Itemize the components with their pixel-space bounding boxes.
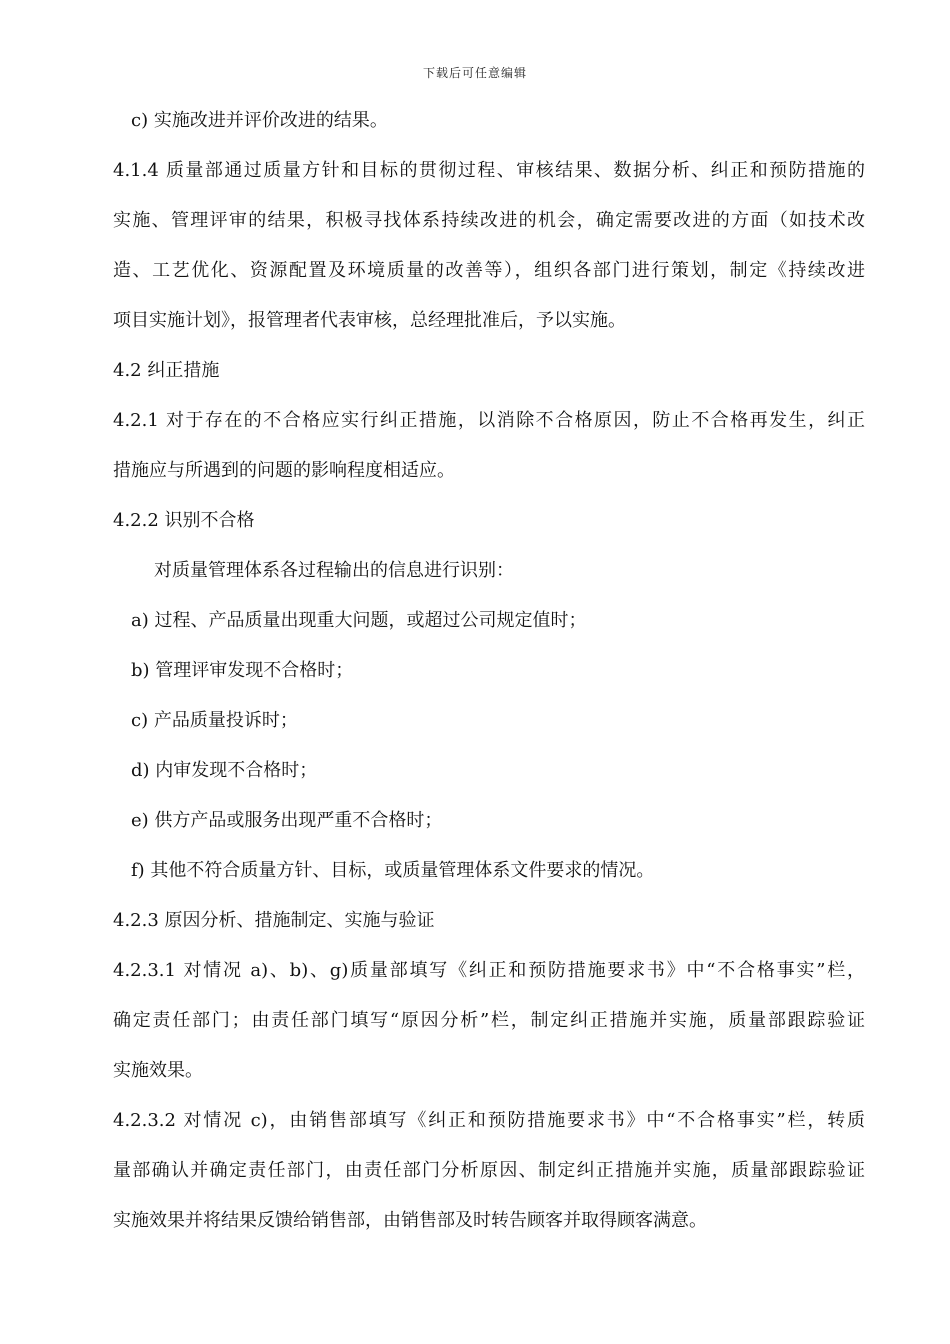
paragraph-4-2-3-1-line1: 4.2.3.1 对情况 a)、b)、g)质量部填写《纠正和预防措施要求书》中“不合格事实”栏， <box>113 960 865 981</box>
section-heading-4-2: 4.2 纠正措施 <box>113 360 220 381</box>
section-heading-4-2-2: 4.2.2 识别不合格 <box>113 510 255 531</box>
paragraph-4-2-3-2-line1: 4.2.3.2 对情况 c)，由销售部填写《纠正和预防措施要求书》中“不合格事实”栏，转质 <box>113 1110 865 1131</box>
paragraph-4-1-4-line3: 造、工艺优化、资源配置及环境质量的改善等），组织各部门进行策划，制定《持续改进 <box>113 260 865 281</box>
paragraph-4-1-4-line2: 实施、管理评审的结果，积极寻找体系持续改进的机会，确定需要改进的方面（如技术改 <box>113 210 865 231</box>
paragraph-4-2-3-1-line3: 实施效果。 <box>113 1060 203 1081</box>
paragraph-4-1-4-line1: 4.1.4 质量部通过质量方针和目标的贯彻过程、审核结果、数据分析、纠正和预防措施的 <box>113 160 865 181</box>
identification-intro: 对质量管理体系各过程输出的信息进行识别： <box>154 560 514 581</box>
list-item-a: a) 过程、产品质量出现重大问题，或超过公司规定值时； <box>131 610 587 631</box>
paragraph-4-2-3-1-line2: 确定责任部门；由责任部门填写“原因分析”栏，制定纠正措施并实施，质量部跟踪验证 <box>113 1010 865 1031</box>
list-item-b: b) 管理评审发现不合格时； <box>131 660 354 681</box>
page-header: 下载后可任意编辑 <box>422 66 527 80</box>
paragraph-4-1-4-line4: 项目实施计划》，报管理者代表审核，总经理批准后，予以实施。 <box>113 310 626 331</box>
list-item-d: d) 内审发现不合格时； <box>131 760 318 781</box>
paragraph-4-2-3-2-line2: 量部确认并确定责任部门，由责任部门分析原因、制定纠正措施并实施，质量部跟踪验证 <box>113 1160 865 1181</box>
paragraph-4-2-1-line1: 4.2.1 对于存在的不合格应实行纠正措施，以消除不合格原因，防止不合格再发生，纠正 <box>113 410 865 431</box>
document-body <box>113 96 865 1246</box>
section-heading-4-2-3: 4.2.3 原因分析、措施制定、实施与验证 <box>113 910 435 931</box>
list-item-f: f) 其他不符合质量方针、目标，或质量管理体系文件要求的情况。 <box>131 860 655 881</box>
list-item-c: c) 产品质量投诉时； <box>131 710 298 731</box>
list-item-c-improvement: c) 实施改进并评价改进的结果。 <box>131 110 388 131</box>
paragraph-4-2-3-2-line3: 实施效果并将结果反馈给销售部，由销售部及时转告顾客并取得顾客满意。 <box>113 1210 707 1231</box>
paragraph-4-2-1-line2: 措施应与所遇到的问题的影响程度相适应。 <box>113 460 455 481</box>
list-item-e: e) 供方产品或服务出现严重不合格时； <box>131 810 443 831</box>
